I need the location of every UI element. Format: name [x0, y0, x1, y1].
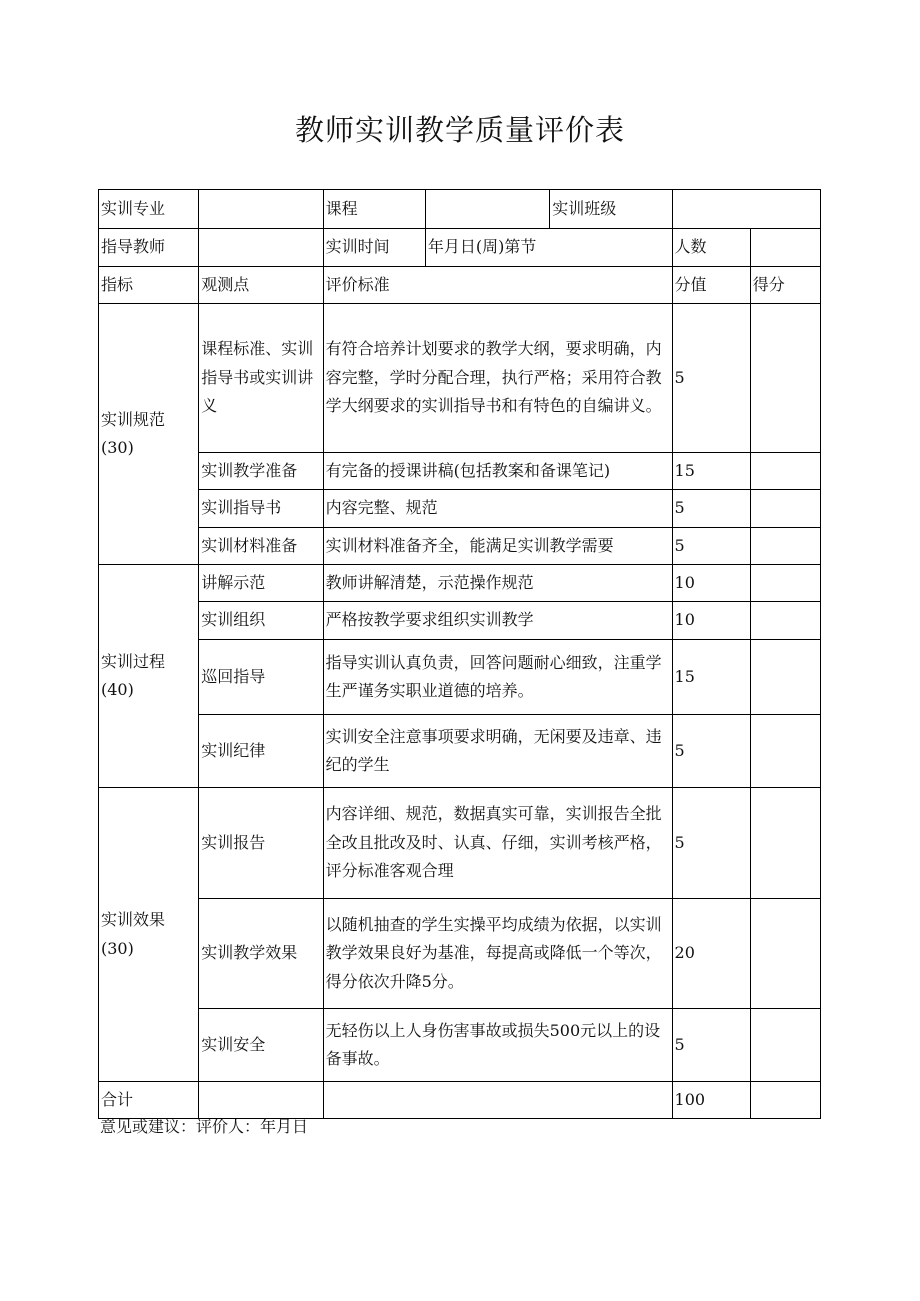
observation-point: 实训安全	[199, 1009, 323, 1082]
teacher-label: 指导教师	[99, 229, 199, 267]
criteria-text: 实训安全注意事项要求明确，无闲要及违章、违纪的学生	[323, 715, 672, 788]
criteria-text: 内容详细、规范，数据真实可靠，实训报告全批全改且批改及时、认真、仔细，实训考核严格，评分标准客观合理	[323, 788, 672, 899]
class-label: 实训班级	[550, 190, 672, 229]
footer-note: 意见或建议：评价人：年月日	[100, 1117, 309, 1136]
point-value: 5	[672, 788, 750, 899]
table-row	[99, 788, 821, 899]
criteria-text: 内容完整、规范	[323, 490, 672, 528]
score-cell[interactable]	[750, 528, 820, 565]
class-value-cell[interactable]	[672, 190, 820, 229]
indicator-name: 实训规范	[101, 409, 166, 429]
point-value: 5	[672, 1009, 750, 1082]
major-value-cell[interactable]	[199, 190, 323, 229]
teacher-value-cell[interactable]	[199, 229, 323, 267]
evaluation-table	[98, 189, 821, 1119]
criteria-text: 有符合培养计划要求的教学大纲，要求明确，内容完整，学时分配合理，执行严格；采用符合教学大纲要求的实训指导书和有特色的自编讲义。	[323, 304, 672, 453]
indicator-cell	[99, 565, 199, 788]
course-value-cell[interactable]	[425, 190, 549, 229]
point-value: 10	[672, 565, 750, 602]
criteria-text: 以随机抽查的学生实操平均成绩为依据，以实训教学效果良好为基准，每提高或降低一个等次，得分依次升降5分。	[323, 899, 672, 1009]
time-value: 年月日(周)第节	[425, 229, 672, 267]
count-label: 人数	[672, 229, 750, 267]
score-cell[interactable]	[750, 788, 820, 899]
major-label: 实训专业	[99, 190, 199, 229]
criteria-text: 无轻伤以上人身伤害事故或损失500元以上的设备事故。	[323, 1009, 672, 1082]
col-score: 得分	[750, 267, 820, 304]
observation-point: 实训报告	[199, 788, 323, 899]
score-cell[interactable]	[750, 304, 820, 453]
point-value: 15	[672, 640, 750, 715]
count-value-cell[interactable]	[750, 229, 820, 267]
criteria-text: 严格按教学要求组织实训教学	[323, 602, 672, 640]
score-cell[interactable]	[750, 640, 820, 715]
observation-point: 实训指导书	[199, 490, 323, 528]
indicator-total: (30)	[101, 938, 134, 958]
indicator-cell	[99, 788, 199, 1082]
point-value: 5	[672, 528, 750, 565]
table-row	[99, 565, 821, 602]
point-value: 5	[672, 490, 750, 528]
indicator-name: 实训效果	[101, 910, 166, 929]
observation-point: 讲解示范	[199, 565, 323, 602]
table-row	[99, 267, 821, 304]
criteria-text: 有完备的授课讲稿(包括教案和备课笔记)	[323, 453, 672, 490]
indicator-cell	[99, 304, 199, 565]
criteria-text: 指导实训认真负责，回答问题耐心细致，注重学生严谨务实职业道德的培养。	[323, 640, 672, 715]
page-title: 教师实训教学质量评价表	[294, 113, 625, 147]
indicator-total: (30)	[101, 438, 134, 457]
point-value: 10	[672, 602, 750, 640]
table-row	[99, 304, 821, 453]
observation-point: 实训材料准备	[199, 528, 323, 565]
table-row	[99, 190, 821, 229]
score-cell[interactable]	[750, 715, 820, 788]
col-indicator: 指标	[99, 267, 199, 304]
table-row	[99, 1009, 821, 1082]
observation-point: 巡回指导	[199, 640, 323, 715]
col-criteria: 评价标准	[323, 267, 672, 304]
table-row	[99, 899, 821, 1009]
course-label: 课程	[323, 190, 425, 229]
time-label: 实训时间	[323, 229, 425, 267]
table-row	[99, 229, 821, 267]
total-value: 100	[672, 1082, 750, 1119]
score-cell[interactable]	[750, 565, 820, 602]
table-row	[99, 1082, 821, 1119]
total-label: 合计	[99, 1082, 199, 1119]
observation-point: 实训教学效果	[199, 899, 323, 1009]
total-empty-cell	[323, 1082, 672, 1119]
observation-point: 实训纪律	[199, 715, 323, 788]
score-cell[interactable]	[750, 602, 820, 640]
observation-point: 实训教学准备	[199, 453, 323, 490]
score-cell[interactable]	[750, 453, 820, 490]
point-value: 15	[672, 453, 750, 490]
indicator-total: (40)	[101, 680, 134, 699]
table-row	[99, 453, 821, 490]
table-row	[99, 640, 821, 715]
score-cell[interactable]	[750, 899, 820, 1009]
indicator-name: 实训过程	[101, 651, 166, 671]
col-points: 分值	[672, 267, 750, 304]
observation-point: 课程标准、实训指导书或实训讲义	[199, 304, 323, 453]
score-cell[interactable]	[750, 490, 820, 528]
observation-point: 实训组织	[199, 602, 323, 640]
table-row	[99, 490, 821, 528]
total-empty-cell	[199, 1082, 323, 1119]
score-cell[interactable]	[750, 1009, 820, 1082]
col-observation: 观测点	[199, 267, 323, 304]
table-row	[99, 715, 821, 788]
point-value: 5	[672, 715, 750, 788]
total-score-cell[interactable]	[750, 1082, 820, 1119]
table-row	[99, 602, 821, 640]
table-row	[99, 528, 821, 565]
criteria-text: 实训材料准备齐全，能满足实训教学需要	[323, 528, 672, 565]
point-value: 5	[672, 304, 750, 453]
point-value: 20	[672, 899, 750, 1009]
criteria-text: 教师讲解清楚，示范操作规范	[323, 565, 672, 602]
